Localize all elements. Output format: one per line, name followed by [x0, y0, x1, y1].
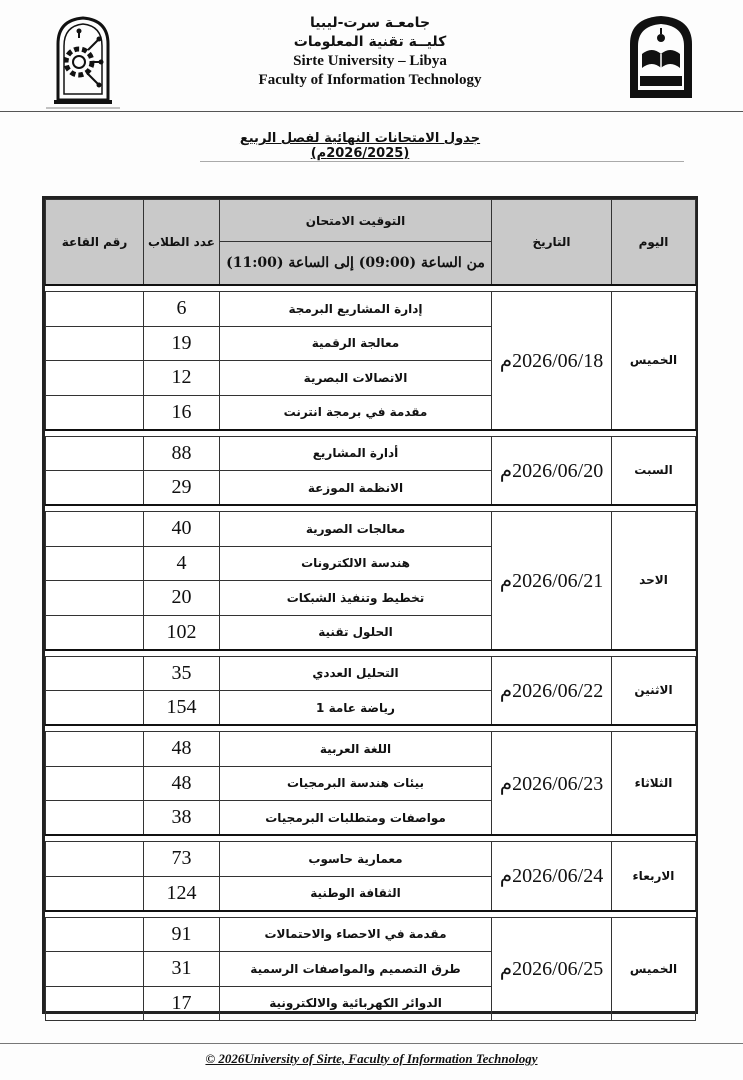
date-cell: 2026/06/24م: [492, 842, 612, 911]
room-number-cell: [46, 292, 144, 327]
faculty-name-en: Faculty of Information Technology: [258, 72, 482, 88]
subject-cell: أدارة المشاريع: [220, 436, 492, 471]
room-number-cell: [46, 471, 144, 506]
subject-cell: مقدمة في برمجة انترنت: [220, 395, 492, 430]
date-cell: 2026/06/25م: [492, 917, 612, 1021]
schedule-title: جدول الامتحانات النهائية لفصل الربيع (2026/2025م): [239, 131, 481, 161]
day-cell: الخميس: [612, 917, 696, 1021]
subject-cell: هندسة الالكترونات: [220, 546, 492, 581]
table-row: [46, 917, 696, 952]
table-row: [46, 732, 696, 767]
student-count-cell: 29: [144, 471, 220, 506]
student-count-cell: 12: [144, 361, 220, 396]
subject-cell: تخطيط وتنفيذ الشبكات: [220, 581, 492, 616]
header-day: اليوم: [612, 200, 696, 286]
footer-divider: [0, 1043, 743, 1044]
student-count-cell: 124: [144, 876, 220, 911]
subject-cell: مقدمة في الاحصاء والاحتمالات: [220, 917, 492, 952]
header-room-number: رقم القاعة: [46, 200, 144, 286]
room-number-cell: [46, 732, 144, 767]
room-number-cell: [46, 656, 144, 691]
student-count-cell: 35: [144, 656, 220, 691]
student-count-cell: 48: [144, 766, 220, 801]
student-count-cell: 102: [144, 615, 220, 650]
subject-cell: اللغة العربية: [220, 732, 492, 767]
room-number-cell: [46, 361, 144, 396]
student-count-cell: 73: [144, 842, 220, 877]
exam-schedule-table: [42, 196, 698, 1014]
room-number-cell: [46, 876, 144, 911]
subject-cell: إدارة المشاريع البرمجة: [220, 292, 492, 327]
student-count-cell: 20: [144, 581, 220, 616]
student-count-cell: 4: [144, 546, 220, 581]
subject-cell: طرق التصميم والمواصفات الرسمية: [220, 952, 492, 987]
room-number-cell: [46, 395, 144, 430]
faculty-logo-icon: [44, 14, 122, 110]
room-number-cell: [46, 842, 144, 877]
subject-cell: الثقافة الوطنية: [220, 876, 492, 911]
table-row: [46, 292, 696, 327]
room-number-cell: [46, 986, 144, 1021]
university-name-en: Sirte University – Libya: [293, 53, 447, 69]
university-name-ar: جامعـة سرت-ليبيا: [309, 15, 431, 31]
subject-cell: الانظمة الموزعة: [220, 471, 492, 506]
header-student-count: عدد الطلاب: [144, 200, 220, 286]
table-row: [46, 512, 696, 547]
faculty-name-ar: كليــة تقنية المعلومات: [293, 34, 447, 50]
header-exam-timing: التوقيت الامتحان: [220, 200, 492, 242]
university-logo-icon: [626, 14, 696, 100]
date-cell: 2026/06/18م: [492, 292, 612, 430]
student-count-cell: 88: [144, 436, 220, 471]
day-cell: الخميس: [612, 292, 696, 430]
student-count-cell: 40: [144, 512, 220, 547]
student-count-cell: 6: [144, 292, 220, 327]
page-footer: © 2026University of Sirte, Faculty of Information Technology: [205, 1051, 538, 1066]
day-cell: الثلاثاء: [612, 732, 696, 836]
room-number-cell: [46, 691, 144, 726]
date-cell: 2026/06/21م: [492, 512, 612, 650]
student-count-cell: 19: [144, 326, 220, 361]
student-count-cell: 17: [144, 986, 220, 1021]
subject-cell: الحلول تقنية: [220, 615, 492, 650]
date-cell: 2026/06/23م: [492, 732, 612, 836]
room-number-cell: [46, 581, 144, 616]
date-cell: 2026/06/22م: [492, 656, 612, 725]
room-number-cell: [46, 917, 144, 952]
student-count-cell: 91: [144, 917, 220, 952]
header-divider: [0, 111, 743, 112]
room-number-cell: [46, 326, 144, 361]
header-time-range: من الساعة (09:00) إلى الساعة (11:00): [220, 242, 492, 285]
subject-cell: معالجة الرقمية: [220, 326, 492, 361]
table-row: [46, 842, 696, 877]
student-count-cell: 38: [144, 801, 220, 836]
subject-cell: الاتصالات البصرية: [220, 361, 492, 396]
subject-cell: رياضة عامة 1: [220, 691, 492, 726]
day-cell: الاحد: [612, 512, 696, 650]
student-count-cell: 31: [144, 952, 220, 987]
date-cell: 2026/06/20م: [492, 436, 612, 505]
header-date: التاريخ: [492, 200, 612, 286]
subject-cell: مواصفات ومتطلبات البرمجيات: [220, 801, 492, 836]
room-number-cell: [46, 952, 144, 987]
student-count-cell: 154: [144, 691, 220, 726]
subject-cell: معمارية حاسوب: [220, 842, 492, 877]
student-count-cell: 16: [144, 395, 220, 430]
subject-cell: الدوائر الكهربائية والالكترونية: [220, 986, 492, 1021]
day-cell: السبت: [612, 436, 696, 505]
subject-cell: بيئات هندسة البرمجيات: [220, 766, 492, 801]
room-number-cell: [46, 615, 144, 650]
room-number-cell: [46, 436, 144, 471]
day-cell: الاثنين: [612, 656, 696, 725]
subject-cell: التحليل العددي: [220, 656, 492, 691]
title-divider: [200, 161, 684, 162]
room-number-cell: [46, 801, 144, 836]
day-cell: الاربعاء: [612, 842, 696, 911]
subject-cell: معالجات الصورية: [220, 512, 492, 547]
room-number-cell: [46, 546, 144, 581]
student-count-cell: 48: [144, 732, 220, 767]
room-number-cell: [46, 766, 144, 801]
page-header: [0, 0, 743, 110]
room-number-cell: [46, 512, 144, 547]
table-row: [46, 656, 696, 691]
header-text: [160, 14, 580, 90]
table-row: [46, 436, 696, 471]
